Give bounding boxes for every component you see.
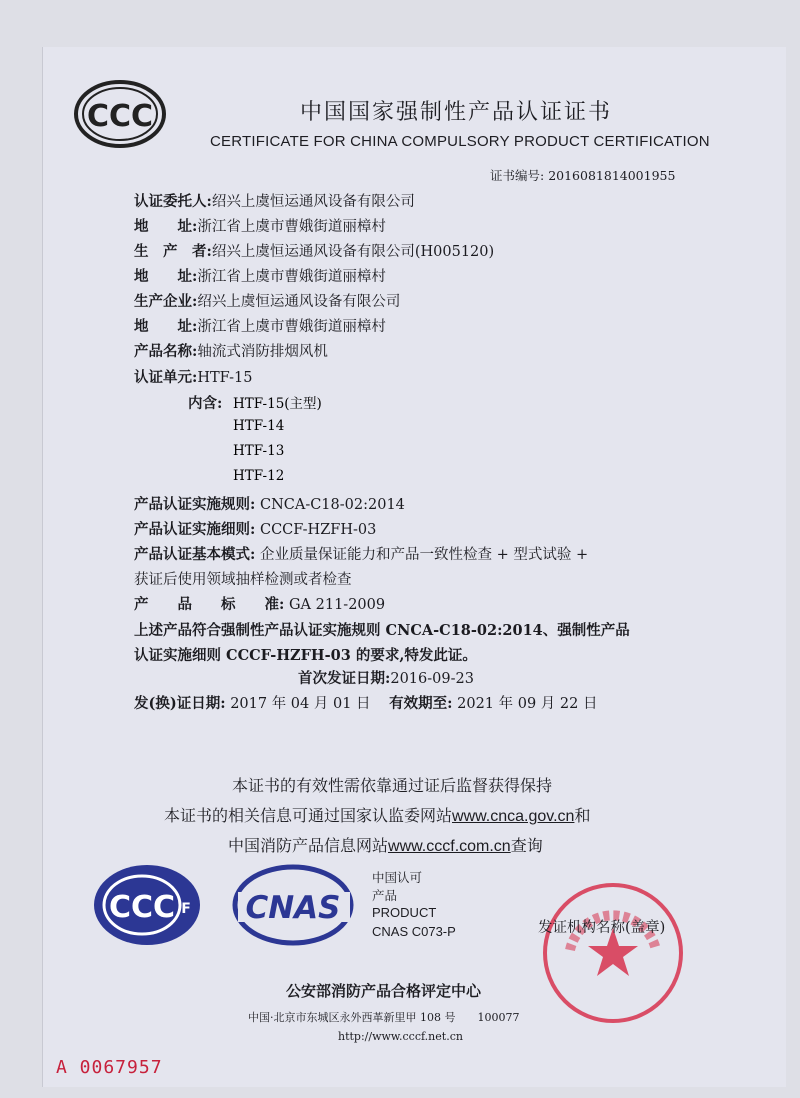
field-label: 地 址: bbox=[134, 268, 198, 285]
first-issue-value: 2016-09-23 bbox=[390, 671, 474, 687]
field-value: 绍兴上虞恒运通风设备有限公司 bbox=[211, 194, 415, 210]
valid-label: 有效期至: bbox=[389, 695, 453, 712]
rule-value: CCCF-HZFH-03 bbox=[259, 522, 377, 538]
contents-item: HTF-14 bbox=[233, 418, 285, 434]
standard-value: GA 211-2009 bbox=[288, 597, 386, 613]
contents-label: 内含: bbox=[188, 395, 223, 412]
serial-number: A 0067957 bbox=[56, 1057, 163, 1078]
statement-line2: 认证实施细则 CCCF-HZFH-03 的要求,特发此证。 bbox=[134, 647, 477, 664]
field-value: HTF-15 bbox=[197, 370, 253, 386]
first-issue-date bbox=[298, 667, 474, 688]
field-label: 生产企业: bbox=[134, 293, 198, 310]
mode-row bbox=[134, 543, 588, 564]
footer-line1: 本证书的有效性需依靠通过证后监督获得保持 bbox=[232, 776, 553, 795]
cccf-logo-icon bbox=[92, 863, 202, 947]
footer-line2-end: 和 bbox=[574, 806, 591, 825]
field-row-factory-address bbox=[134, 315, 386, 336]
field-label: 认证委托人: bbox=[134, 193, 212, 210]
cnas-label-4: CNAS C073-P bbox=[372, 924, 456, 939]
ccc-logo-text: CCC bbox=[86, 99, 154, 134]
footer-line3 bbox=[228, 833, 543, 856]
valid-value: 2021 年 09 月 22 日 bbox=[457, 696, 598, 712]
cnas-label-2: 产品 bbox=[372, 888, 398, 903]
field-row-product-name bbox=[134, 340, 328, 361]
mode-label: 产品认证基本模式: bbox=[134, 546, 256, 563]
contents-item: HTF-12 bbox=[233, 468, 285, 484]
footer-line2-text: 本证书的相关信息可通过国家认监委网站 bbox=[164, 806, 453, 825]
cnas-label-1: 中国认可 bbox=[372, 870, 423, 885]
rule-value: CNCA-C18-02:2014 bbox=[259, 497, 405, 513]
field-row-applicant-address bbox=[134, 215, 386, 236]
field-row-factory bbox=[134, 290, 400, 311]
cert-no-label: 证书编号: bbox=[490, 168, 545, 183]
first-issue-label: 首次发证日期: bbox=[298, 670, 391, 687]
field-value: 浙江省上虞市曹娥街道丽樟村 bbox=[197, 269, 386, 285]
issue-row bbox=[134, 692, 597, 713]
issuer-address: 中国·北京市东城区永外西革新里甲 108 号 100077 bbox=[248, 1011, 520, 1024]
rule-row-detail bbox=[134, 518, 376, 539]
title-cn: 中国国家强制性产品认证证书 bbox=[300, 100, 613, 125]
official-seal-icon bbox=[540, 880, 686, 1026]
issue-value: 2017 年 04 月 01 日 bbox=[230, 696, 371, 712]
cccf-link[interactable]: www.cccf.com.cn bbox=[388, 838, 511, 855]
issuer-label: 发证机构名称(盖章) bbox=[538, 920, 666, 936]
issue-label: 发(换)证日期: bbox=[134, 695, 226, 712]
mode-value: 企业质量保证能力和产品一致性检查 + 型式试验 + bbox=[259, 547, 589, 563]
field-value: 绍兴上虞恒运通风设备有限公司(H005120) bbox=[211, 244, 495, 260]
cnas-logo-text: CNAS bbox=[245, 890, 341, 926]
cccf-logo-text: CCC bbox=[108, 890, 176, 925]
field-value: 轴流式消防排烟风机 bbox=[197, 344, 328, 360]
rule-row-implementation bbox=[134, 493, 405, 514]
ccc-logo-icon bbox=[72, 78, 168, 150]
field-value: 绍兴上虞恒运通风设备有限公司 bbox=[197, 294, 401, 310]
standard-label: 产 品 标 准: bbox=[134, 596, 285, 613]
footer-line3-text: 中国消防产品信息网站 bbox=[228, 836, 389, 855]
contents-item: HTF-13 bbox=[233, 443, 285, 459]
issuer-name: 公安部消防产品合格评定中心 bbox=[286, 982, 482, 1000]
footer-line3-end: 查询 bbox=[510, 836, 543, 855]
certificate-number bbox=[490, 166, 675, 184]
field-label: 认证单元: bbox=[134, 369, 198, 386]
cnas-label-3: PRODUCT bbox=[372, 905, 437, 920]
field-row-applicant bbox=[134, 190, 415, 211]
field-row-manufacturer bbox=[134, 240, 494, 261]
field-row-cert-unit bbox=[134, 366, 252, 387]
statement-line1: 上述产品符合强制性产品认证实施规则 CNCA-C18-02:2014、强制性产品 bbox=[134, 622, 630, 639]
field-value: 浙江省上虞市曹娥街道丽樟村 bbox=[197, 319, 386, 335]
field-row-manufacturer-address bbox=[134, 265, 386, 286]
rule-label: 产品认证实施规则: bbox=[134, 496, 256, 513]
field-label: 生 产 者: bbox=[134, 243, 212, 260]
rule-label: 产品认证实施细则: bbox=[134, 521, 256, 538]
cccf-logo-f: F bbox=[181, 901, 191, 917]
field-value: 浙江省上虞市曹娥街道丽樟村 bbox=[197, 219, 386, 235]
cnas-logo-icon bbox=[230, 862, 356, 948]
cert-no-value: 2016081814001955 bbox=[548, 168, 676, 183]
issuer-website: http://www.cccf.net.cn bbox=[338, 1030, 463, 1043]
standard-row bbox=[134, 593, 385, 614]
field-label: 产品名称: bbox=[134, 343, 198, 360]
title-en: CERTIFICATE FOR CHINA COMPULSORY PRODUCT CERTIFICATION bbox=[210, 133, 710, 150]
footer-line2 bbox=[164, 803, 590, 826]
field-label: 地 址: bbox=[134, 218, 198, 235]
cnca-link[interactable]: www.cnca.gov.cn bbox=[452, 808, 575, 825]
contents-item: HTF-15(主型) bbox=[233, 396, 322, 412]
field-label: 地 址: bbox=[134, 318, 198, 335]
mode-value-line2: 获证后使用领域抽样检测或者检查 bbox=[134, 572, 352, 588]
